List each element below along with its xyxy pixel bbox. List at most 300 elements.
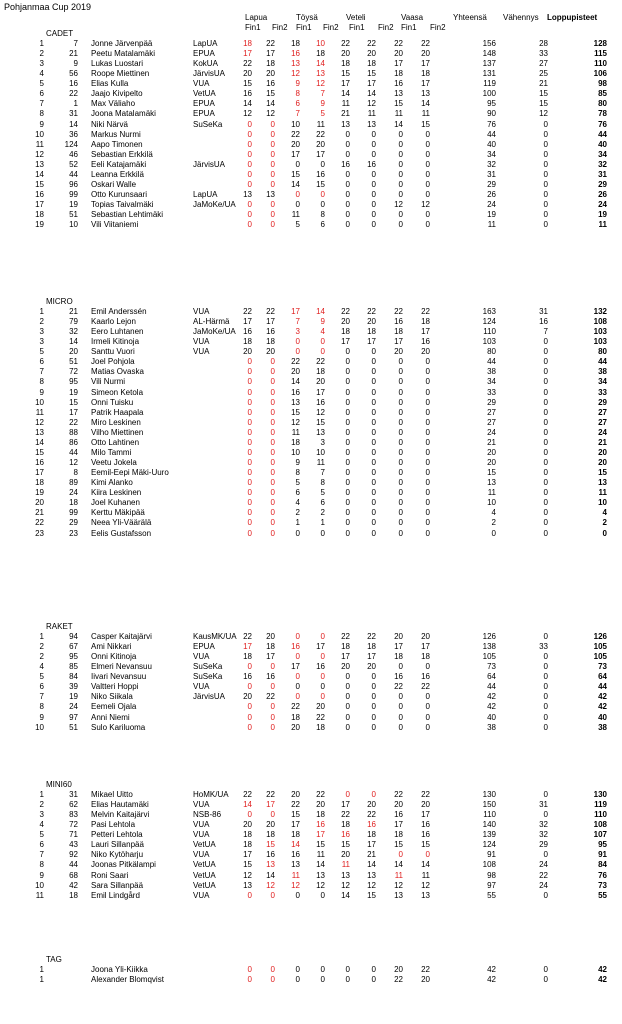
number-cell: 44: [69, 860, 78, 870]
score-cell: 13: [421, 890, 430, 900]
score-cell: 17: [243, 317, 252, 327]
deduction-cell: 0: [543, 488, 548, 498]
rank-cell: 9: [39, 387, 44, 397]
rank-cell: 17: [35, 200, 44, 210]
score-cell: 0: [247, 437, 252, 447]
deduction-cell: 0: [543, 498, 548, 508]
table-row: [0, 830, 622, 840]
score-cell: 0: [398, 518, 403, 528]
final-cell: 13: [598, 478, 607, 488]
score-cell: 0: [425, 387, 430, 397]
rank-cell: 19: [35, 220, 44, 230]
table-row: [0, 723, 622, 733]
table-row: [0, 210, 622, 220]
score-cell: 20: [243, 820, 252, 830]
score-cell: 0: [247, 468, 252, 478]
deduction-cell: 0: [543, 407, 548, 417]
deduction-cell: 0: [543, 397, 548, 407]
number-cell: 31: [69, 109, 78, 119]
final-cell: 34: [598, 149, 607, 159]
score-cell: 0: [425, 179, 430, 189]
score-cell: 0: [345, 508, 350, 518]
score-cell: 0: [320, 200, 325, 210]
score-cell: 0: [398, 407, 403, 417]
score-cell: 5: [320, 109, 325, 119]
score-cell: 0: [371, 712, 376, 722]
number-cell: 99: [69, 508, 78, 518]
name-cell: Sebastian Lehtimäki: [91, 210, 164, 220]
total-cell: 10: [487, 498, 496, 508]
score-cell: 0: [270, 377, 275, 387]
total-cell: 29: [487, 179, 496, 189]
event-header-vaasa: Vaasa: [401, 13, 424, 22]
rank-cell: 14: [35, 437, 44, 447]
rank-cell: 15: [35, 179, 44, 189]
deduction-cell: 0: [543, 357, 548, 367]
rank-cell: 21: [35, 508, 44, 518]
score-cell: 18: [316, 49, 325, 59]
deduction-cell: 0: [543, 850, 548, 860]
score-cell: 3: [320, 437, 325, 447]
rank-cell: 1: [39, 965, 44, 974]
score-cell: 22: [291, 129, 300, 139]
score-cell: 22: [421, 307, 430, 316]
score-cell: 0: [371, 387, 376, 397]
score-cell: 22: [243, 59, 252, 69]
score-cell: 16: [291, 642, 300, 652]
deduction-cell: 0: [543, 210, 548, 220]
score-cell: 0: [398, 722, 403, 732]
score-cell: 22: [367, 39, 376, 48]
final-cell: 105: [593, 652, 607, 662]
score-cell: 0: [247, 518, 252, 528]
score-cell: 17: [367, 652, 376, 662]
score-cell: 18: [243, 652, 252, 662]
score-cell: 17: [367, 79, 376, 89]
score-cell: 12: [421, 200, 430, 210]
event-header-lapua: Lapua: [245, 13, 268, 22]
score-cell: 0: [345, 149, 350, 159]
club-cell: VetUA: [193, 870, 216, 880]
final-cell: 130: [593, 790, 607, 799]
score-cell: 0: [425, 528, 430, 538]
fin1-header: Fin1: [349, 23, 365, 32]
rank-cell: 3: [39, 59, 44, 69]
score-cell: 0: [270, 417, 275, 427]
rank-cell: 9: [39, 870, 44, 880]
score-cell: 0: [247, 975, 252, 985]
score-cell: 14: [291, 377, 300, 387]
score-cell: 11: [316, 850, 325, 860]
score-cell: 0: [247, 169, 252, 179]
number-cell: 32: [69, 327, 78, 337]
score-cell: 20: [367, 662, 376, 672]
score-cell: 17: [291, 149, 300, 159]
score-cell: 18: [266, 830, 275, 840]
score-cell: 0: [398, 179, 403, 189]
name-cell: Sebastian Erkkilä: [91, 149, 153, 159]
fin2-header: Fin2: [430, 23, 446, 32]
score-cell: 10: [316, 39, 325, 48]
score-cell: 0: [270, 712, 275, 722]
score-cell: 0: [295, 528, 300, 538]
score-cell: 20: [316, 377, 325, 387]
rank-cell: 18: [35, 210, 44, 220]
score-cell: 0: [345, 220, 350, 230]
score-cell: 0: [371, 367, 376, 377]
total-cell: 4: [491, 508, 496, 518]
club-cell: SuSeKa: [193, 672, 223, 682]
number-cell: 9: [73, 59, 78, 69]
score-cell: 0: [270, 159, 275, 169]
score-cell: 20: [291, 790, 300, 799]
score-cell: 18: [341, 820, 350, 830]
name-cell: Pasi Lehtola: [91, 820, 136, 830]
name-cell: Mikael Uitto: [91, 790, 133, 799]
total-cell: 130: [482, 790, 496, 799]
score-cell: 0: [345, 468, 350, 478]
deduction-cell: 0: [543, 508, 548, 518]
score-cell: 9: [295, 458, 300, 468]
total-cell: 126: [482, 632, 496, 641]
name-cell: Elmeri Nevansuu: [91, 662, 152, 672]
number-cell: 67: [69, 642, 78, 652]
number-cell: 12: [69, 458, 78, 468]
name-cell: Ami Nikkari: [91, 642, 132, 652]
score-cell: 20: [341, 850, 350, 860]
number-cell: 96: [69, 179, 78, 189]
rank-cell: 6: [39, 840, 44, 850]
name-cell: Roope Miettinen: [91, 69, 150, 79]
rank-cell: 1: [39, 975, 44, 985]
number-cell: 20: [69, 347, 78, 357]
score-cell: 9: [295, 79, 300, 89]
score-cell: 15: [243, 79, 252, 89]
number-cell: 23: [69, 528, 78, 538]
deduction-cell: 0: [543, 468, 548, 478]
score-cell: 18: [243, 337, 252, 347]
table-row: [0, 840, 622, 850]
final-cell: 126: [593, 632, 607, 641]
total-cell: 139: [482, 830, 496, 840]
total-cell: 34: [487, 149, 496, 159]
deduction-cell: 15: [539, 89, 548, 99]
score-cell: 13: [316, 870, 325, 880]
table-row: [0, 820, 622, 830]
score-cell: 0: [345, 722, 350, 732]
score-cell: 7: [295, 109, 300, 119]
score-cell: 0: [270, 437, 275, 447]
total-cell: 124: [482, 840, 496, 850]
final-cell: 40: [598, 139, 607, 149]
score-cell: 22: [394, 39, 403, 48]
score-cell: 0: [371, 468, 376, 478]
table-row: [0, 448, 622, 458]
score-cell: 20: [266, 69, 275, 79]
score-cell: 0: [247, 722, 252, 732]
deduction-cell: 0: [543, 722, 548, 732]
score-cell: 0: [371, 139, 376, 149]
score-cell: 17: [367, 337, 376, 347]
name-cell: Joel Pohjola: [91, 357, 135, 367]
table-row: [0, 468, 622, 478]
score-cell: 16: [291, 850, 300, 860]
score-cell: 20: [394, 49, 403, 59]
score-cell: 0: [398, 692, 403, 702]
club-cell: EPUA: [193, 642, 215, 652]
score-cell: 12: [291, 69, 300, 79]
score-cell: 0: [371, 417, 376, 427]
score-cell: 0: [247, 965, 252, 974]
score-cell: 0: [270, 220, 275, 230]
score-cell: 0: [247, 712, 252, 722]
number-cell: 17: [69, 407, 78, 417]
deduction-cell: 0: [543, 790, 548, 799]
score-cell: 15: [341, 69, 350, 79]
score-cell: 0: [425, 702, 430, 712]
score-cell: 0: [295, 682, 300, 692]
name-cell: Alexander Blomqvist: [91, 975, 164, 985]
name-cell: Sara Sillanpää: [91, 880, 144, 890]
number-cell: 84: [69, 672, 78, 682]
score-cell: 0: [398, 508, 403, 518]
score-cell: 0: [247, 662, 252, 672]
score-cell: 16: [266, 850, 275, 860]
score-cell: 13: [291, 59, 300, 69]
final-cell: 103: [593, 337, 607, 347]
number-cell: 88: [69, 427, 78, 437]
deduction-cell: 25: [539, 69, 548, 79]
score-cell: 0: [371, 975, 376, 985]
rank-cell: 6: [39, 682, 44, 692]
table-row: [0, 337, 622, 347]
final-cell: 55: [598, 890, 607, 900]
deduction-cell: 0: [543, 712, 548, 722]
final-cell: 80: [598, 347, 607, 357]
deduction-cell: 0: [543, 139, 548, 149]
club-cell: JärvisUA: [193, 692, 226, 702]
score-cell: 0: [247, 498, 252, 508]
table-row: [0, 109, 622, 119]
score-cell: 0: [425, 129, 430, 139]
final-cell: 29: [598, 397, 607, 407]
score-cell: 0: [270, 478, 275, 488]
number-cell: 18: [69, 890, 78, 900]
event-header-veteli: Veteli: [346, 13, 366, 22]
number-cell: 72: [69, 367, 78, 377]
deduction-cell: 0: [543, 417, 548, 427]
score-cell: 0: [371, 357, 376, 367]
score-cell: 0: [320, 190, 325, 200]
total-cell: 105: [482, 652, 496, 662]
total-cell: 13: [487, 478, 496, 488]
rank-cell: 2: [39, 800, 44, 810]
score-cell: 0: [345, 129, 350, 139]
score-cell: 4: [295, 498, 300, 508]
number-cell: 51: [69, 722, 78, 732]
number-cell: 72: [69, 820, 78, 830]
table-row: [0, 518, 622, 528]
final-cell: 115: [594, 49, 607, 59]
score-cell: 20: [421, 347, 430, 357]
score-cell: 17: [266, 652, 275, 662]
total-cell: 100: [482, 89, 496, 99]
total-cell: 19: [487, 210, 496, 220]
score-cell: 18: [367, 327, 376, 337]
rank-cell: 7: [39, 367, 44, 377]
score-cell: 0: [345, 347, 350, 357]
name-cell: Valtteri Hoppi: [91, 682, 139, 692]
score-cell: 0: [398, 377, 403, 387]
rank-cell: 11: [35, 139, 44, 149]
score-cell: 0: [270, 488, 275, 498]
final-cell: 33: [598, 387, 607, 397]
score-cell: 13: [243, 190, 252, 200]
score-cell: 22: [421, 682, 430, 692]
fin2-header: Fin2: [378, 23, 394, 32]
total-cell: 40: [487, 139, 496, 149]
name-cell: Leanna Erkkilä: [91, 169, 144, 179]
score-cell: 17: [266, 800, 275, 810]
score-cell: 0: [345, 702, 350, 712]
number-cell: 44: [69, 447, 78, 457]
deduction-cell: 21: [539, 79, 548, 89]
total-cell: 33: [487, 387, 496, 397]
score-cell: 0: [371, 478, 376, 488]
score-cell: 0: [425, 508, 430, 518]
score-cell: 18: [291, 712, 300, 722]
rank-cell: 3: [39, 337, 44, 347]
rank-cell: 7: [39, 850, 44, 860]
section-title: TAG: [46, 955, 62, 964]
score-cell: 18: [421, 69, 430, 79]
score-cell: 0: [345, 682, 350, 692]
table-row: [0, 508, 622, 518]
score-cell: 0: [270, 528, 275, 538]
number-cell: 56: [69, 69, 78, 79]
name-cell: Joel Kuhanen: [91, 498, 140, 508]
total-cell: 91: [487, 850, 496, 860]
number-cell: 83: [69, 810, 78, 820]
club-cell: KokUA: [193, 59, 218, 69]
score-cell: 16: [367, 159, 376, 169]
score-cell: 20: [394, 347, 403, 357]
score-cell: 11: [421, 870, 430, 880]
rank-cell: 20: [35, 498, 44, 508]
number-cell: 79: [69, 317, 78, 327]
score-cell: 22: [243, 632, 252, 641]
table-row: [0, 529, 622, 539]
total-cell: 26: [487, 190, 496, 200]
score-cell: 20: [316, 139, 325, 149]
deduction-cell: 0: [543, 528, 548, 538]
name-cell: Petteri Lehtola: [91, 830, 143, 840]
rank-cell: 10: [35, 880, 44, 890]
section-title: RAKET: [46, 622, 73, 631]
club-cell: VetUA: [193, 880, 216, 890]
table-row: [0, 220, 622, 230]
deduction-cell: 0: [543, 119, 548, 129]
score-cell: 0: [371, 179, 376, 189]
score-cell: 12: [367, 99, 376, 109]
table-row: [0, 39, 622, 49]
name-cell: Jonne Järvenpää: [91, 39, 153, 48]
score-cell: 15: [291, 810, 300, 820]
number-cell: 7: [73, 39, 78, 48]
score-cell: 18: [421, 317, 430, 327]
final-cell: 103: [593, 327, 607, 337]
score-cell: 14: [367, 89, 376, 99]
score-cell: 17: [266, 317, 275, 327]
score-cell: 12: [421, 880, 430, 890]
score-cell: 15: [316, 179, 325, 189]
name-cell: Sulo Kariluoma: [91, 722, 146, 732]
score-cell: 13: [341, 870, 350, 880]
deduction-cell: 24: [539, 880, 548, 890]
name-cell: Otto Kurunsaari: [91, 190, 148, 200]
deduction-cell: 0: [543, 159, 548, 169]
score-cell: 0: [270, 890, 275, 900]
score-cell: 0: [425, 850, 430, 860]
deduction-cell: 0: [543, 682, 548, 692]
rank-cell: 16: [35, 458, 44, 468]
final-cell: 108: [593, 820, 607, 830]
score-cell: 0: [371, 427, 376, 437]
name-cell: Anni Niemi: [91, 712, 130, 722]
table-row: [0, 672, 622, 682]
score-cell: 0: [345, 387, 350, 397]
club-cell: VUA: [193, 307, 210, 316]
number-cell: 19: [69, 387, 78, 397]
score-cell: 10: [291, 119, 300, 129]
score-cell: 0: [320, 890, 325, 900]
total-cell: 110: [483, 810, 496, 820]
final-cell: 44: [598, 129, 607, 139]
name-cell: Miro Leskinen: [91, 417, 141, 427]
score-cell: 18: [266, 337, 275, 347]
table-row: [0, 418, 622, 428]
score-cell: 20: [341, 49, 350, 59]
total-cell: 44: [487, 357, 496, 367]
score-cell: 0: [371, 220, 376, 230]
score-cell: 8: [295, 468, 300, 478]
table-row: [0, 357, 622, 367]
total-cell: 11: [487, 488, 496, 498]
deduction-cell: 29: [539, 840, 548, 850]
score-cell: 18: [421, 652, 430, 662]
deduction-cell: 0: [543, 337, 548, 347]
rank-cell: 1: [39, 307, 44, 316]
score-cell: 15: [367, 69, 376, 79]
score-cell: 16: [316, 169, 325, 179]
table-row: [0, 398, 622, 408]
number-cell: 15: [69, 397, 78, 407]
score-cell: 0: [398, 129, 403, 139]
rank-cell: 11: [35, 407, 44, 417]
score-cell: 0: [247, 702, 252, 712]
score-cell: 16: [266, 79, 275, 89]
score-cell: 0: [295, 890, 300, 900]
rank-cell: 13: [35, 427, 44, 437]
score-cell: 20: [394, 965, 403, 974]
score-cell: 17: [421, 59, 430, 69]
number-cell: 8: [73, 468, 78, 478]
deduction-cell: 0: [543, 169, 548, 179]
score-cell: 0: [398, 169, 403, 179]
final-cell: 44: [598, 682, 607, 692]
final-cell: 32: [598, 159, 607, 169]
score-cell: 0: [295, 965, 300, 974]
